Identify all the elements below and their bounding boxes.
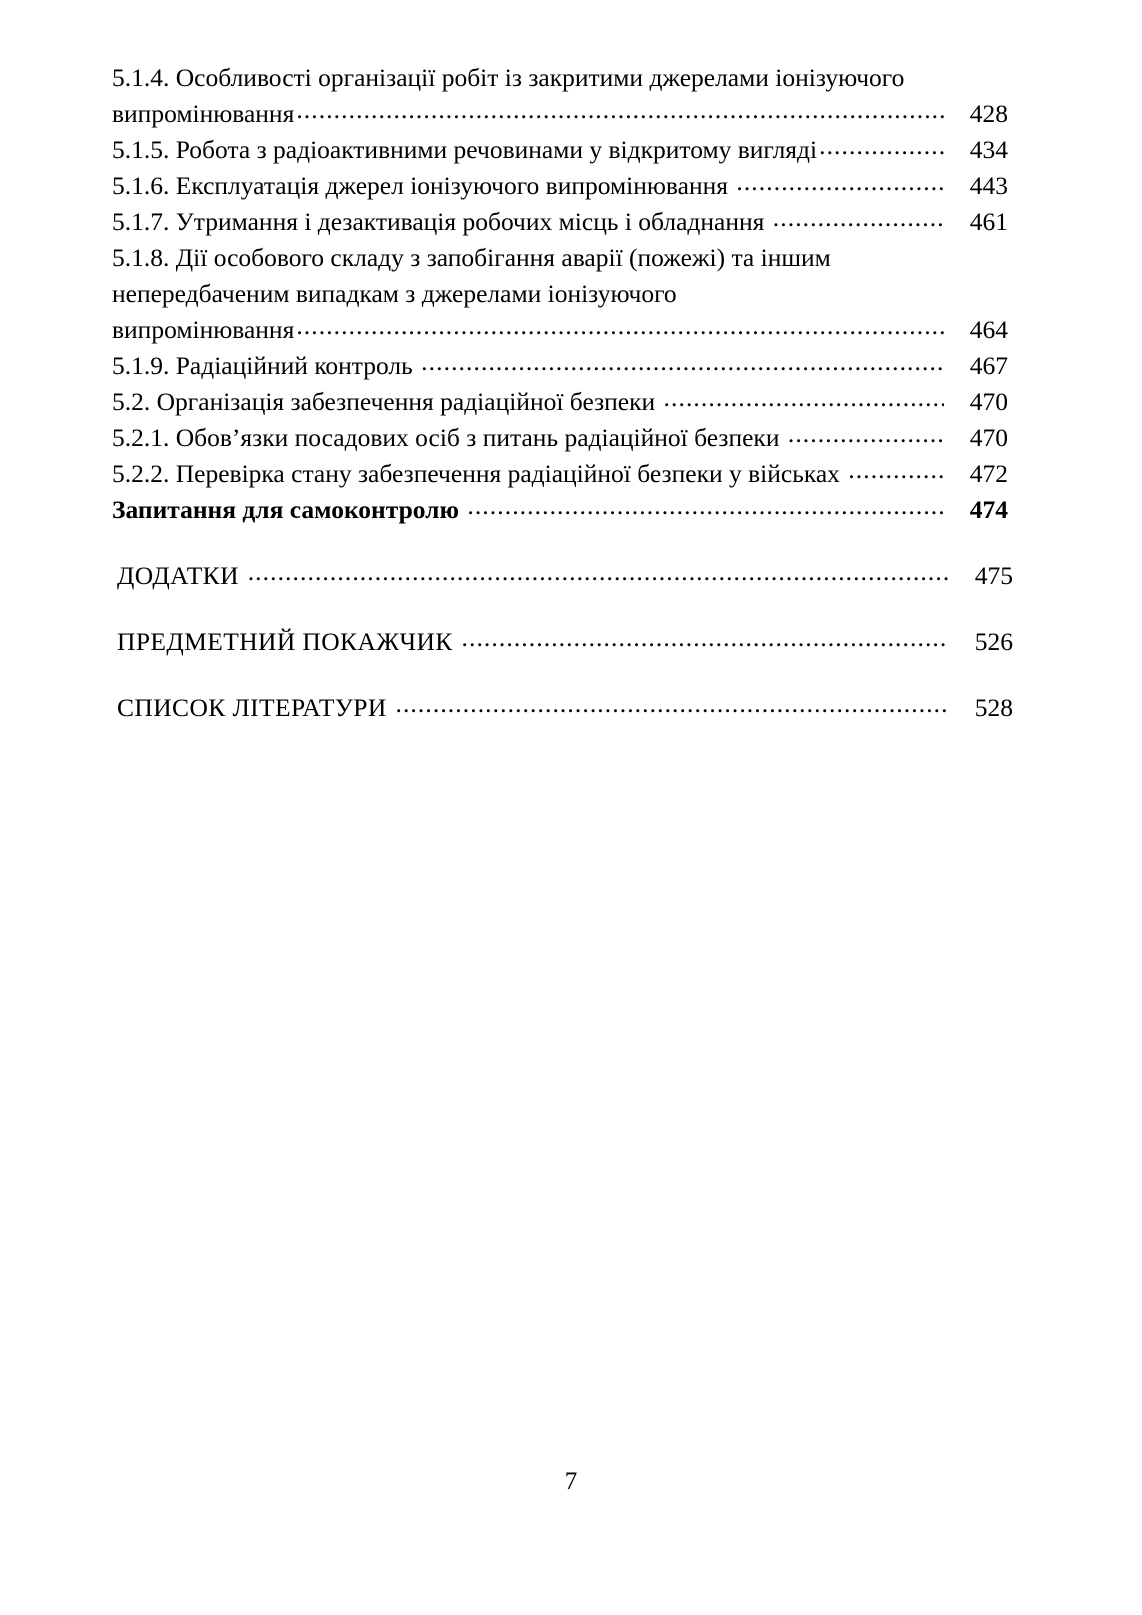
- toc-entry-title: 5.1.6. Експлуатація джерел іонізуючого випромінювання: [112, 171, 735, 200]
- page-folio-number: 7: [564, 1468, 578, 1495]
- toc-entry-line-final: [112, 492, 1008, 528]
- toc-entry-page-number: 470: [969, 423, 1008, 452]
- toc-entry-line-final: [112, 348, 1008, 384]
- toc-entry-page-number: 443: [969, 171, 1008, 200]
- toc-entry-title: 5.1.7. Утримання і дезактивація робочих місць і обладнання: [112, 207, 771, 236]
- toc-entry-page-number: 474: [969, 495, 1008, 524]
- toc-entry[interactable]: [112, 456, 1008, 492]
- toc-entry[interactable]: [112, 384, 1008, 420]
- toc-entry-page-number: 475: [974, 561, 1013, 590]
- toc-entry-page-number: 526: [974, 627, 1013, 656]
- dot-leader: [664, 385, 944, 411]
- toc-entry-page-number: 472: [969, 459, 1008, 488]
- dot-leader: [248, 559, 949, 585]
- toc-entry-line-final: [112, 624, 1013, 660]
- toc-entry-line-final: [112, 558, 1013, 594]
- dot-leader: [819, 133, 944, 159]
- toc-entry[interactable]: [112, 348, 1008, 384]
- toc-entry-page-number: 528: [974, 693, 1013, 722]
- toc-entry[interactable]: [112, 558, 1013, 594]
- toc-entry-title: 5.1.4. Особливості організації робіт із закритими джерелами іонізуючого: [112, 63, 905, 92]
- toc-entry-line-final: [112, 384, 1008, 420]
- toc-entry-line-final: [112, 132, 1008, 168]
- toc-entry-title: ПРЕДМЕТНИЙ ПОКАЖЧИК: [117, 627, 460, 656]
- toc-entry-title: непередбаченим випадкам з джерелами іонізуючого: [112, 279, 677, 308]
- toc-entry-line-final: [112, 204, 1008, 240]
- toc-entry-line-final: [112, 456, 1008, 492]
- toc-entry-line-final: [112, 168, 1008, 204]
- toc-entry-title: випромінювання: [112, 315, 295, 344]
- toc-entry-title: 5.2. Організація забезпечення радіаційної безпеки: [112, 387, 662, 416]
- dot-leader: [788, 421, 944, 447]
- toc-entry-title: 5.1.9. Радіаційний контроль: [112, 351, 420, 380]
- toc-entry[interactable]: [112, 168, 1008, 204]
- toc-entry-line-final: [112, 420, 1008, 456]
- toc-entry-title: 5.2.2. Перевірка стану забезпечення радіаційної безпеки у військах: [112, 459, 847, 488]
- dot-leader: [848, 457, 944, 483]
- toc-entry-page-number: 467: [969, 351, 1008, 380]
- dot-leader: [736, 169, 944, 195]
- toc-entry-page-number: 434: [969, 135, 1008, 164]
- toc-entry-page-number: 464: [969, 315, 1008, 344]
- toc-entry-title: випромінювання: [112, 99, 295, 128]
- toc-entry-title: 5.1.8. Дії особового складу з запобігання аварії (пожежі) та іншим: [112, 243, 831, 272]
- toc-entry-line-final: [112, 690, 1013, 726]
- dot-leader: [467, 493, 944, 519]
- dot-leader: [296, 313, 944, 339]
- toc-entry[interactable]: [112, 132, 1008, 168]
- table-of-contents: [112, 60, 1013, 726]
- toc-entry[interactable]: [112, 204, 1008, 240]
- dot-leader: [773, 205, 944, 231]
- toc-entry-page-number: 461: [969, 207, 1008, 236]
- toc-entry-title: ДОДАТКИ: [117, 561, 246, 590]
- toc-entry[interactable]: [112, 240, 1008, 348]
- toc-entry-line-cont: [112, 60, 1008, 96]
- toc-entry[interactable]: [112, 624, 1013, 660]
- dot-leader: [296, 97, 944, 123]
- dot-leader: [462, 625, 950, 651]
- toc-entry-title: Запитання для самоконтролю: [112, 495, 466, 524]
- toc-entry-title: 5.2.1. Обов’язки посадових осіб з питань радіаційної безпеки: [112, 423, 786, 452]
- toc-entry-page-number: 428: [969, 99, 1008, 128]
- dot-leader: [395, 691, 949, 717]
- toc-entry-line-final: [112, 96, 1008, 132]
- toc-entry-line-cont: [112, 276, 1008, 312]
- toc-entry[interactable]: [112, 60, 1008, 132]
- toc-entry[interactable]: [112, 492, 1008, 528]
- toc-entry[interactable]: [112, 690, 1013, 726]
- toc-entry-line-cont: [112, 240, 1008, 276]
- toc-entry-title: СПИСОК ЛІТЕРАТУРИ: [117, 693, 394, 722]
- toc-entry-line-final: [112, 312, 1008, 348]
- toc-entry[interactable]: [112, 420, 1008, 456]
- toc-entry-page-number: 470: [969, 387, 1008, 416]
- dot-leader: [421, 349, 944, 375]
- toc-entry-title: 5.1.5. Робота з радіоактивними речовинами у відкритому вигляді: [112, 135, 818, 164]
